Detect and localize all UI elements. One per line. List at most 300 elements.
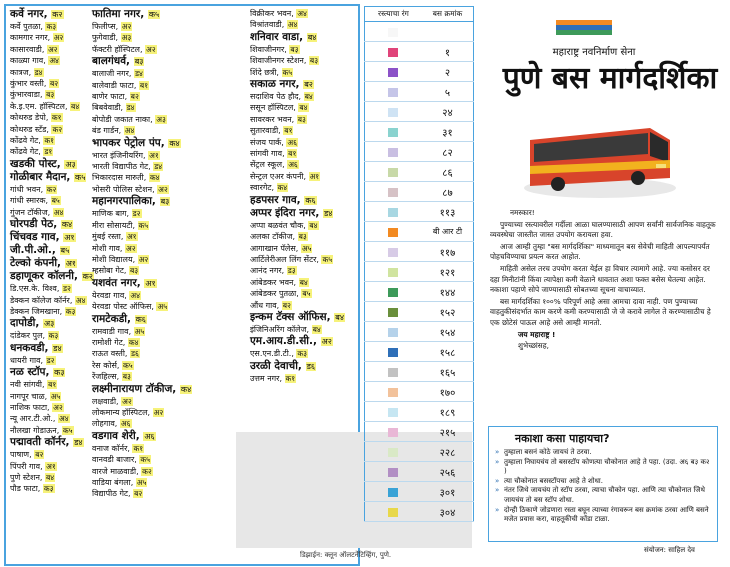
place-name: दांडेकर पुल, [10, 331, 48, 341]
place-name: स्वारगेट, [250, 183, 277, 193]
route-row [365, 402, 474, 422]
place-name: टेल्को कंपनी, [10, 257, 65, 270]
place-name: पिंपरी गाव, [10, 461, 46, 471]
place-name: सांगवी गाव, [250, 149, 288, 159]
place-name: लक्षवाडी, [92, 396, 122, 406]
index-entry [10, 158, 94, 171]
place-name: यशवंत नगर, [92, 276, 145, 289]
route-row [365, 302, 474, 322]
grid-code: अ१ [309, 171, 320, 181]
place-name: पाषाण, [10, 450, 35, 460]
grid-code: अ२ [126, 243, 136, 253]
index-entry [10, 425, 94, 436]
route-color-swatch [388, 468, 398, 477]
bus-number: ८७ [422, 182, 474, 202]
intro-paragraph: बस मार्गदर्शिका १००% परिपूर्ण आहे असा आमचा दावा नाही. पण पुण्याच्या वाहतुकीसंदर्भात काम करणे कमी करण्यासाठी जे जे करावे लागेल ते करण्यासाठीच हे एक छोटेसं पाऊल आहे असे आम्ही मानतो. [490, 296, 711, 327]
place-name: पुणे स्टेशन, [10, 472, 45, 482]
grid-code: अ१ [149, 150, 159, 160]
place-name: डहाणूकर कॉलनी, [10, 270, 82, 283]
place-name: फातिमा नगर, [92, 8, 148, 20]
grid-code: अ१ [126, 232, 137, 242]
grid-code: अ६ [287, 137, 298, 147]
place-name: कात्रज, [10, 67, 34, 77]
place-name: रामोशी गेट, [92, 337, 128, 347]
place-name: इन्कम टॅक्स ऑफिस, [250, 310, 335, 323]
grid-code: ब४ [304, 92, 313, 102]
place-name: वाडिया बंगला, [92, 478, 136, 487]
route-color-swatch [388, 148, 398, 157]
index-entry [10, 218, 94, 231]
intro-letter [490, 208, 720, 353]
route-color-swatch [388, 128, 398, 137]
place-name: कासारवाडी, [10, 44, 47, 54]
route-row [365, 142, 474, 162]
route-color-cell [365, 382, 422, 402]
bus-number: ११३ [422, 202, 474, 222]
place-name: डेक्कन कॉलेज कॉर्नर, [10, 295, 75, 305]
route-row [365, 342, 474, 362]
grid-code: क३ [43, 484, 54, 494]
route-row [365, 382, 474, 402]
place-name: गांधी स्मारक, [10, 196, 51, 206]
place-name: पौड फाटा, [10, 484, 43, 494]
index-entry [250, 159, 345, 170]
place-name: ससून हॉस्पिटल, [250, 103, 299, 113]
grid-code: अ४ [53, 207, 64, 217]
bus-number: १४४ [422, 282, 474, 302]
grid-code: ब२ [282, 300, 291, 310]
place-name: रेंजहिल्स, [92, 372, 122, 382]
index-entry [92, 114, 192, 125]
bus-number: २ [422, 62, 474, 82]
route-color-cell [365, 142, 422, 162]
grid-code: ब२ [130, 92, 139, 102]
grid-code: ड४ [154, 162, 163, 172]
route-color-cell [365, 362, 422, 382]
grid-code: क६ [135, 314, 146, 324]
index-entry [250, 265, 345, 276]
grid-code: अ६ [120, 419, 131, 429]
place-name: बालाजी नगर, [92, 69, 134, 79]
place-name: गांधी भवन, [10, 184, 46, 194]
route-row [365, 322, 474, 342]
index-entry [10, 306, 94, 317]
route-color-cell [365, 282, 422, 302]
intro-paragraph: आज आम्ही तुम्हा "बस मार्गदर्शिका" माध्यमातून बस सेवेची माहिती आपल्यापर्यंत पोहचविण्याचा प्रयत्न करत आहोत. [490, 241, 710, 262]
grid-code: ब३ [297, 114, 306, 124]
intro-sign-regards: शुभेच्छांसह, [518, 341, 549, 351]
index-entry [250, 125, 345, 136]
index-entry [10, 342, 94, 355]
route-color-cell [365, 462, 422, 482]
index-entry [92, 55, 192, 68]
place-name: बोपोडी जकात नाका, [92, 114, 156, 124]
route-color-swatch [388, 408, 398, 417]
index-entry [250, 67, 345, 78]
place-name: डेक्कन जिमखाना, [10, 306, 65, 316]
index-entry [92, 290, 192, 301]
grid-code: क५ [282, 67, 293, 77]
index-entry [10, 413, 94, 424]
place-name: भापकर पेट्रोल पंप, [92, 136, 169, 149]
place-name: माणिक बाग, [92, 209, 132, 219]
place-name: लोहगाव, [92, 419, 120, 429]
place-name: काळ्या गाव, [10, 56, 49, 66]
place-name: आर्टिलेरीअल लिंग सेंटर, [250, 254, 322, 264]
index-column-1 [10, 8, 94, 495]
route-color-swatch [388, 508, 398, 517]
place-name: शनिवार वाडा, [250, 30, 307, 43]
grid-code: अ३ [65, 159, 76, 169]
place-name: जी.पी.ओ., [10, 244, 60, 257]
grid-code: ड४ [53, 343, 62, 353]
route-color-cell [365, 342, 422, 362]
grid-code: अ५ [50, 391, 61, 401]
place-name: भारती विद्यापीठ गेट, [92, 162, 154, 172]
index-entry [10, 78, 94, 89]
place-name: संजय पार्क, [250, 137, 287, 147]
bus-number: २१५ [422, 422, 474, 442]
index-entry [92, 443, 192, 454]
grid-code: ब३ [134, 57, 144, 67]
index-entry [250, 243, 345, 254]
index-entry [10, 195, 94, 206]
route-row [365, 122, 474, 142]
place-name: मीरा सोसायटी, [92, 220, 138, 230]
bus-number: ८६ [422, 162, 474, 182]
route-color-cell [365, 262, 422, 282]
logo-stripe-green [556, 30, 612, 35]
route-color-cell [365, 22, 422, 42]
grid-code: अ२ [53, 33, 64, 43]
route-color-swatch [388, 348, 398, 357]
place-name: महानगरपालिका, [92, 195, 160, 208]
grid-code: ड४ [126, 103, 135, 113]
place-name: इंजिनिअरिंग कॉलेज, [250, 324, 312, 334]
grid-code: ड६ [306, 361, 316, 371]
place-name: के.इ.एम. हॉस्पिटल, [10, 101, 71, 111]
place-name: वानवडी बाजार, [92, 455, 140, 465]
grid-code: क४ [169, 138, 180, 148]
place-name: धायरी गाव, [10, 355, 46, 365]
howto-title: नकाशा कसा पाहायचा? [515, 432, 610, 445]
place-name: औंध गाव, [250, 300, 282, 310]
index-entry [92, 195, 192, 208]
index-entry [92, 371, 192, 382]
place-name: धनकवडी, [10, 341, 53, 354]
place-name: रामटेकडी, [92, 312, 135, 325]
place-name: सदाशिव पेठ हौद, [250, 92, 304, 102]
index-entry [92, 383, 192, 396]
place-name: मोशी विद्यालय, [92, 254, 138, 264]
place-name: येरवडा गाव, [92, 290, 130, 300]
intro-paragraph: माहिती असेल तरच उपयोग करता येईल हा विचार त्यामागे आहे. ज्या कसोसर दर दहा मिनीटांनी किंवा त्यापेक्षा कमी वेळाने धावतात अशा फक्त बसेस घेतल्या आहेत. नकाशा पहाणे सोपे जाण्यासाठी सोबतच्या सूचना वाचाव्यात. [490, 263, 710, 295]
index-entry [250, 114, 345, 125]
grid-code: अ१ [46, 461, 56, 471]
place-name: भिकारदास मारुती, [92, 173, 149, 183]
bus-number: १६५ [422, 362, 474, 382]
bus-number: २५६ [422, 462, 474, 482]
grid-code: अ२ [122, 396, 132, 406]
route-color-swatch [388, 28, 398, 37]
grid-code: अ२ [138, 254, 149, 264]
grid-code: क५ [322, 254, 333, 264]
howto-list [495, 448, 711, 525]
grid-code: क१ [44, 136, 55, 146]
index-entry [92, 407, 192, 418]
index-entry [10, 8, 94, 21]
grid-code: ब४ [309, 220, 318, 230]
grid-code: अ४ [75, 295, 86, 305]
header-bus-number: बस क्रमांक [422, 7, 474, 22]
index-entry [10, 55, 94, 66]
index-entry [92, 277, 192, 290]
route-row [365, 42, 474, 62]
grid-code: ड२ [132, 209, 141, 219]
grid-code: अ५ [301, 243, 312, 253]
index-entry [92, 91, 192, 102]
index-entry [10, 67, 94, 78]
grid-code: ब३ [298, 232, 307, 242]
place-name: फिलीप्स, [92, 22, 121, 31]
grid-code: क२ [82, 272, 93, 282]
place-name: वडगाव शेरी, [92, 429, 144, 442]
place-name: कोथरुड स्टँड, [10, 124, 52, 134]
grid-code: अ१ [145, 278, 156, 288]
place-name: राऊत वस्ती, [92, 349, 131, 359]
grid-code: अ४ [124, 126, 135, 136]
place-name: खडकी पोस्ट, [10, 157, 65, 170]
grid-code: क५ [75, 172, 86, 182]
grid-code: ब४ [299, 277, 308, 287]
grid-code: ड४ [135, 69, 143, 79]
index-entry [10, 461, 94, 472]
place-name: डि.एस.के. विश्व, [10, 284, 62, 294]
grid-code: अ२ [146, 44, 156, 54]
grid-code: अ३ [43, 319, 55, 329]
route-color-swatch [388, 168, 398, 177]
place-name: रामवाडी गाव, [92, 326, 134, 336]
index-entry [250, 194, 345, 207]
place-name: अप्पर इंदिरा नगर, [250, 206, 323, 219]
place-name: बिबवेवाडी, [92, 103, 126, 113]
index-entry [250, 78, 345, 91]
place-name: उरळी देवाची, [250, 359, 306, 372]
grid-code: ड२ [62, 284, 71, 294]
grid-code: ब५ [51, 196, 60, 206]
grid-code: अ३ [156, 114, 166, 124]
grid-code: ब४ [335, 312, 344, 322]
grid-code: ब५ [60, 246, 70, 256]
index-entry [10, 283, 94, 294]
index-entry [92, 102, 192, 113]
index-entry [250, 148, 345, 159]
grid-code: अ२ [321, 337, 332, 347]
route-row [365, 422, 474, 442]
index-entry [92, 32, 192, 43]
place-name: मोशी गाव, [92, 243, 126, 253]
index-entry [92, 125, 192, 136]
route-row [365, 82, 474, 102]
bus-number: १५८ [422, 342, 474, 362]
route-color-swatch [388, 208, 398, 217]
route-color-swatch [388, 48, 398, 57]
grid-code: क५ [138, 220, 149, 230]
index-entry [92, 172, 192, 183]
place-name: पद्मावती कॉर्नर, [10, 436, 74, 449]
index-entry [250, 137, 345, 148]
index-entry [92, 243, 192, 254]
grid-code: अ४ [130, 290, 141, 300]
route-row [365, 202, 474, 222]
grid-code: क५ [122, 360, 133, 370]
grid-code: क५ [148, 10, 160, 19]
place-name: रेस कोर्स, [92, 360, 122, 370]
place-name: कामगार नगर, [10, 33, 53, 43]
grid-code: अ३ [121, 33, 132, 43]
route-color-cell [365, 122, 422, 142]
index-entry [92, 466, 192, 477]
grid-code: ब३ [129, 266, 139, 276]
grid-code: क३ [48, 331, 59, 341]
route-color-swatch [388, 448, 398, 457]
route-color-cell [365, 302, 422, 322]
route-color-cell [365, 182, 422, 202]
place-name: चिंचवड गाव, [10, 231, 64, 244]
intro-sign-jai: जय महाराष्ट्र ! [518, 329, 556, 339]
grid-code: ब२ [49, 79, 59, 89]
grid-code: अ५ [157, 302, 168, 312]
page-title: पुणे बस मार्गदर्शिका [502, 61, 718, 96]
grid-code: ब३ [160, 197, 170, 207]
index-entry [250, 335, 345, 348]
bus-number: बी आर टी [422, 222, 474, 242]
index-entry [250, 324, 345, 335]
place-name: बाणेर फाटा, [92, 92, 130, 102]
index-entry [92, 418, 192, 429]
bus-number: ११७ [422, 242, 474, 262]
place-name: फॅक्टरी हॉस्पिटल, [92, 44, 146, 54]
index-entry [10, 112, 94, 123]
grid-code: ड४ [74, 438, 83, 448]
index-entry [10, 436, 94, 449]
route-color-swatch [388, 328, 398, 337]
grid-code: ब१ [284, 126, 293, 136]
grid-code: ब१ [288, 149, 297, 159]
place-name: लक्ष्मीनारायण टॉकीज, [92, 382, 180, 395]
grid-code: ब४ [299, 103, 308, 113]
index-entry [250, 231, 345, 242]
place-name: घोरपडी पेठ, [10, 218, 61, 231]
grid-code: ब१ [139, 80, 149, 90]
route-row [365, 482, 474, 502]
grid-code: अ१ [64, 233, 75, 243]
index-entry [92, 326, 192, 337]
index-entry [10, 257, 94, 270]
index-entry [92, 68, 192, 79]
party-logo [556, 20, 612, 40]
grid-code: क३ [297, 349, 308, 359]
index-entry [10, 184, 94, 195]
place-name: नवी सांगवी, [10, 380, 48, 390]
index-entry [92, 396, 192, 407]
index-entry [10, 146, 94, 157]
place-name: आंबेडकर भवन, [250, 277, 299, 287]
route-color-swatch [388, 88, 398, 97]
place-name: आगाखान पॅलेस, [250, 243, 301, 253]
grid-code: क३ [54, 368, 65, 378]
index-entry [250, 220, 345, 231]
grid-code: ब४ [71, 101, 80, 111]
route-row [365, 502, 474, 522]
index-entry [10, 32, 94, 43]
index-entry [92, 430, 192, 443]
index-entry [250, 102, 345, 113]
route-color-cell [365, 42, 422, 62]
place-name: कोथरुड डेपो, [10, 113, 51, 123]
route-row [365, 222, 474, 242]
index-entry [10, 101, 94, 112]
index-entry [250, 373, 345, 384]
index-entry [92, 301, 192, 312]
route-row [365, 362, 474, 382]
place-name: विद्यापीठ गेट, [92, 489, 134, 499]
index-entry [10, 391, 94, 402]
index-entry [250, 91, 345, 102]
index-entry [10, 317, 94, 330]
index-entry [250, 182, 345, 193]
grid-code: ब३ [122, 372, 131, 382]
grid-code: क२ [52, 124, 63, 134]
index-entry [92, 454, 192, 465]
place-name: शिवाजीनगर, [250, 44, 290, 54]
place-name: हडपसर गाव, [250, 193, 305, 206]
grid-code: ब२ [35, 450, 44, 460]
route-color-swatch [388, 488, 398, 497]
grid-code: क१ [51, 113, 62, 123]
index-entry [250, 207, 345, 220]
place-name: आंबेडकर पुतळा, [250, 289, 302, 299]
index-entry [250, 288, 345, 299]
place-name: लोकमान्य हॉस्पिटल, [92, 407, 153, 417]
grid-code: ब४ [312, 324, 321, 334]
index-entry [10, 472, 94, 483]
route-color-swatch [388, 388, 398, 397]
grid-code: क६ [305, 195, 316, 205]
index-entry [92, 44, 192, 55]
grid-code: अ२ [153, 407, 164, 417]
grid-code: अ४ [49, 56, 59, 66]
index-entry [10, 449, 94, 460]
place-name: आनंद नगर, [250, 266, 287, 276]
how-to-read-map-box [488, 426, 718, 542]
route-color-swatch [388, 288, 398, 297]
howto-step: » नंतर जिथे जायचंय तो स्टॉप ठरवा, त्याचा चौकोन पहा. आणि त्या चौकोनात जिथे जायचंय तो बस स्टॉप शोधा. [495, 486, 711, 505]
place-name: दापोडी, [10, 317, 43, 330]
index-entry [10, 330, 94, 341]
place-name: कोंढवे गेट, [10, 136, 44, 146]
route-row [365, 242, 474, 262]
index-entry [10, 244, 94, 257]
grid-code: ब३ [309, 56, 319, 66]
index-entry [250, 31, 345, 44]
bus-number: २४ [422, 102, 474, 122]
bus-number: २२८ [422, 442, 474, 462]
place-name: सुतारवाडी, [250, 126, 284, 136]
route-color-cell [365, 82, 422, 102]
route-color-swatch [388, 428, 398, 437]
index-entry [250, 360, 345, 373]
